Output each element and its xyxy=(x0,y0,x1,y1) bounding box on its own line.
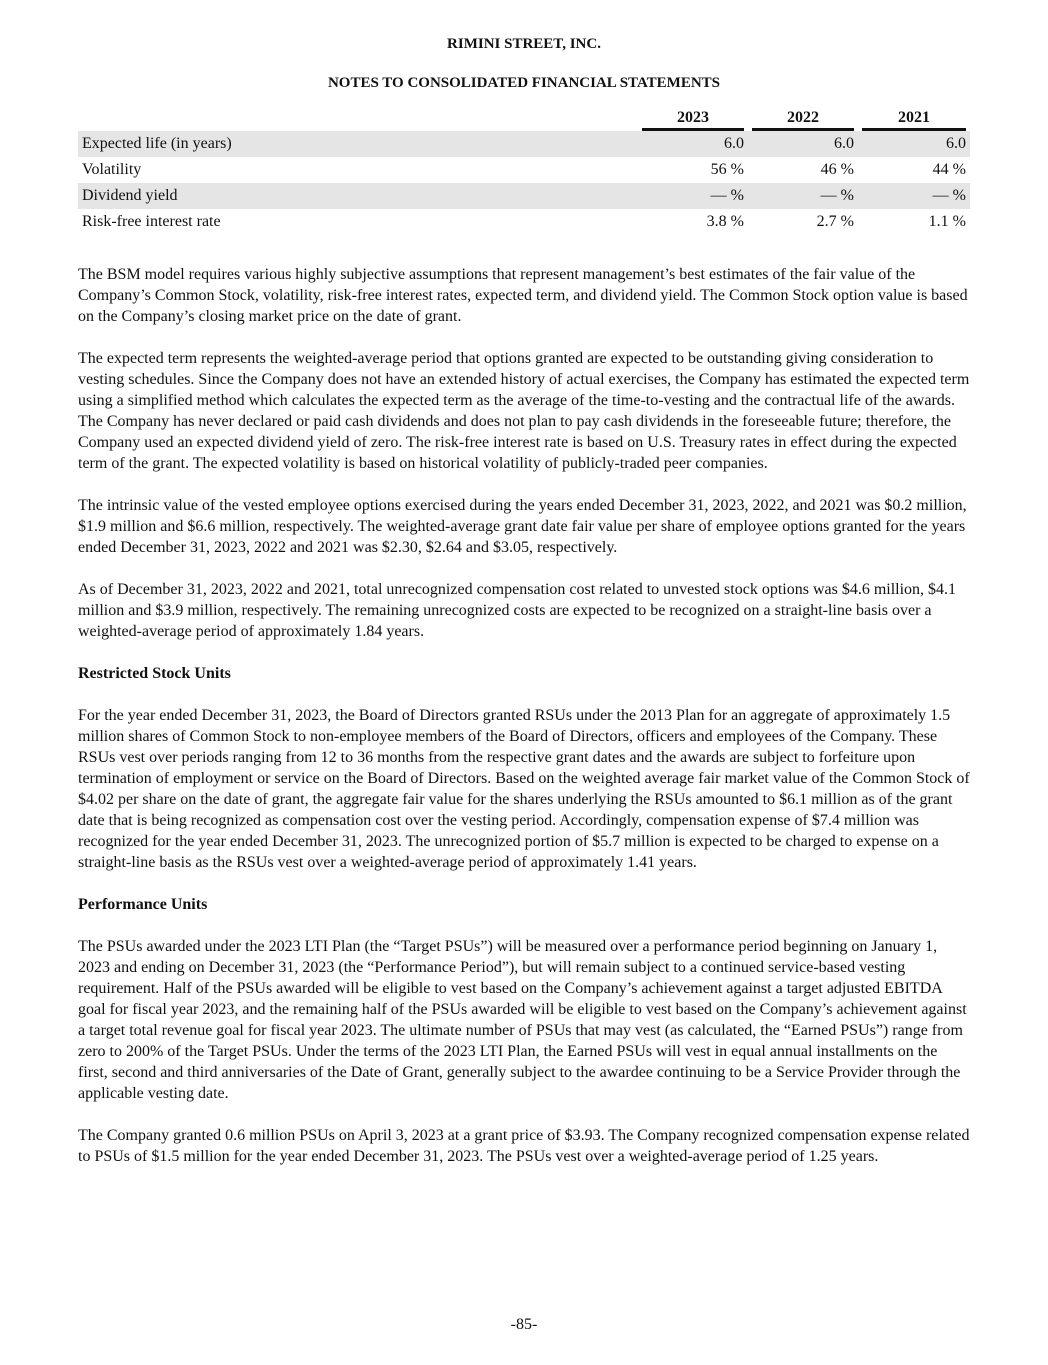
cell-value: 44 % xyxy=(932,161,966,178)
paragraph-intrinsic-value: The intrinsic value of the vested employee options exercised during the years ended December 31, 2023, 2022, and 2021 was $0.2 million, $1.9 million and $6.6 million, respectively. The weighted-average grant date fair value per share of employee options granted for the years ended December 31, 2023, 2022 and 2021 was $2.30, $2.64 and $3.05, respectively. xyxy=(78,497,967,556)
cell-value: — % xyxy=(858,183,970,209)
cell-value: 6.0 xyxy=(748,131,858,157)
section-heading-rsu: Restricted Stock Units xyxy=(78,665,231,682)
table-header-row xyxy=(78,108,970,131)
paragraph-rsu: For the year ended December 31, 2023, the Board of Directors granted RSUs under the 2013 Plan for an aggregate of approximately 1.5 million shares of Common Stock to non-employee members of the Board of Directors, officers and employees of the Company. These RSUs vest over periods ranging from 12 to 36 months from the respective grant dates and the awards are subject to forfeiture upon termination of employment or service on the Board of Directors. Based on the weighted average fair market value of the Common Stock of $4.02 per share on the date of grant, the aggregate fair value for the shares underlying the RSUs amounted to $6.1 million as of the grant date that is being recognized as compensation cost over the vesting period. Accordingly, compensation expense of $7.4 million was recognized for the year ended December 31, 2023. The unrecognized portion of $5.7 million is expected to be charged to expense on a straight-line basis as the RSUs vest over a weighted-average period of approximately 1.41 years. xyxy=(78,707,970,871)
cell-value: 56 % xyxy=(710,161,744,178)
cell-value: — % xyxy=(638,183,748,209)
paragraph-bsm-model: The BSM model requires various highly subjective assumptions that represent management’s best estimates of the fair value of the Company’s Common Stock, volatility, risk-free interest rates, expected term, and dividend yield. The Common Stock option value is based on the Company’s closing market price on the date of grant. xyxy=(78,266,968,325)
section-heading-performance-units: Performance Units xyxy=(78,896,208,913)
paragraph-psu-grant: The Company granted 0.6 million PSUs on April 3, 2023 at a grant price of $3.93. The Company recognized compensation expense related to PSUs of $1.5 million for the year ended December 31, 2023. The PSUs vest over a weighted-average period of 1.25 years. xyxy=(78,1127,970,1165)
company-name: RIMINI STREET, INC. xyxy=(447,36,601,52)
assumptions-table xyxy=(78,108,970,235)
column-header: 2021 xyxy=(858,108,970,131)
page-number: -85- xyxy=(510,1316,538,1333)
row-label: Expected life (in years) xyxy=(78,131,638,157)
column-header: 2023 xyxy=(638,108,748,131)
cell-value: 2.7 % xyxy=(816,213,854,230)
table-row xyxy=(78,183,970,209)
table-row xyxy=(78,131,970,157)
paragraph-expected-term: The expected term represents the weighted-average period that options granted are expected to be outstanding giving consideration to vesting schedules. Since the Company does not have an extended history of actual exercises, the Company has estimated the expected term using a simplified method which calculates the expected term as the average of the time-to-vesting and the contractual life of the awards. The Company has never declared or paid cash dividends and does not plan to pay cash dividends in the foreseeable future; therefore, the Company used an expected dividend yield of zero. The risk-free interest rate is based on U.S. Treasury rates in effect during the expected term of the grant. The expected volatility is based on historical volatility of publicly-traded peer companies. xyxy=(78,350,970,472)
page-title: NOTES TO CONSOLIDATED FINANCIAL STATEMENTS xyxy=(327,75,721,91)
document-page xyxy=(78,0,970,1167)
row-label: Volatility xyxy=(82,161,142,178)
cell-value: 6.0 xyxy=(858,131,970,157)
cell-value: 3.8 % xyxy=(706,213,744,230)
cell-value: 6.0 xyxy=(638,131,748,157)
row-label: Dividend yield xyxy=(78,183,638,209)
paragraph-psu: The PSUs awarded under the 2023 LTI Plan (the “Target PSUs”) will be measured over a performance period beginning on January 1, 2023 and ending on December 31, 2023 (the “Performance Period”), but will remain subject to a continued service-based vesting requirement. Half of the PSUs awarded will be eligible to vest based on the Company’s achievement against a target adjusted EBITDA goal for fiscal year 2023, and the remaining half of the PSUs awarded will be eligible to vest based on the Company’s achievement against a target total revenue goal for fiscal year 2023. The ultimate number of PSUs that may vest (as calculated, the “Earned PSUs”) range from zero to 200% of the Target PSUs. Under the terms of the 2023 LTI Plan, the Earned PSUs will vest in equal annual installments on the first, second and third anniversaries of the Date of Grant, generally subject to the awardee continuing to be a Service Provider through the applicable vesting date. xyxy=(78,938,967,1102)
table-row xyxy=(78,209,970,235)
row-label: Risk-free interest rate xyxy=(82,213,221,230)
paragraph-unrecognized-cost: As of December 31, 2023, 2022 and 2021, total unrecognized compensation cost related to unvested stock options was $4.6 million, $4.1 million and $3.9 million, respectively. The remaining unrecognized costs are expected to be recognized on a straight-line basis over a weighted-average period of approximately 1.84 years. xyxy=(78,581,957,640)
cell-value: 1.1 % xyxy=(928,213,966,230)
cell-value: 46 % xyxy=(820,161,854,178)
cell-value: — % xyxy=(748,183,858,209)
column-header: 2022 xyxy=(748,108,858,131)
table-row xyxy=(78,157,970,183)
